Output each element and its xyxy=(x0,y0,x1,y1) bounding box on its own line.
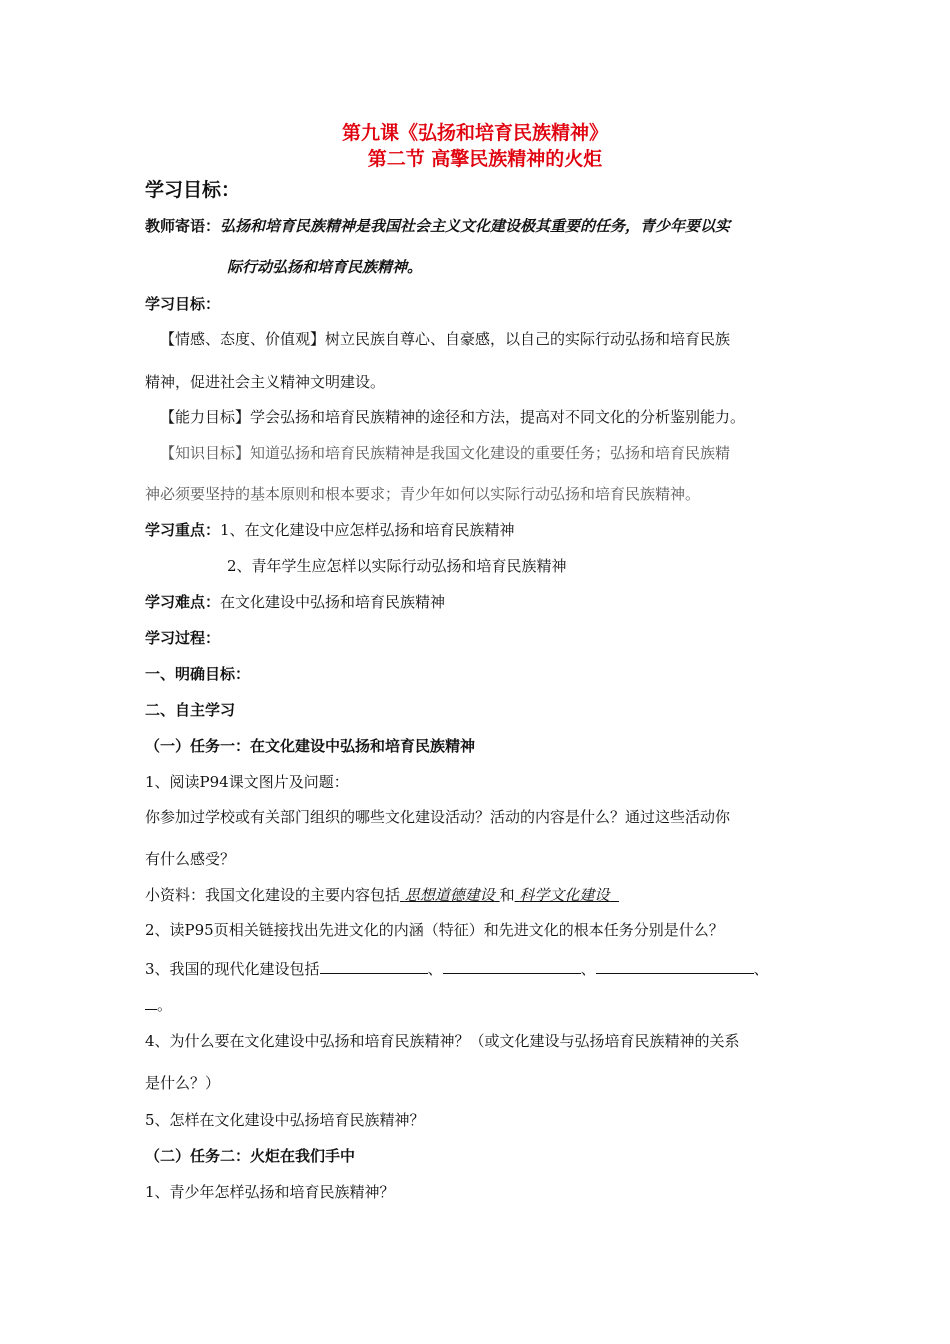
objectives-heading: 学习目标： xyxy=(145,179,241,201)
task1-q1: 1、阅读P94课文图片及问题： xyxy=(145,773,349,791)
key-point-1: 1、在文化建设中应怎样弘扬和培育民族精神 xyxy=(220,521,515,539)
teacher-message-label: 教师寄语： xyxy=(145,217,221,235)
info-answer-2: 科学文化建设 xyxy=(519,886,610,904)
info-answer-1: 思想道德建设 xyxy=(404,886,495,904)
step-2: 二、自主学习 xyxy=(145,701,236,719)
separator: 、 xyxy=(580,960,596,978)
task1-q4: 4、为什么要在文化建设中弘扬和培育民族精神？（或文化建设与弘扬培育民族精神的关系 xyxy=(145,1032,740,1050)
process-heading: 学习过程： xyxy=(145,629,221,647)
task1-heading: （一）任务一：在文化建设中弘扬和培育民族精神 xyxy=(145,737,476,755)
task1-q3-prefix: 3、我国的现代化建设包括 xyxy=(145,960,320,978)
goal-emotion-cont: 精神，促进社会主义精神文明建设。 xyxy=(145,373,386,391)
task1-q1-text-cont: 有什么感受？ xyxy=(145,850,236,868)
difficulty xyxy=(145,592,445,612)
key-points xyxy=(145,520,515,540)
separator: 、 xyxy=(753,960,769,978)
section-title: 第二节 高擎民族精神的火炬 xyxy=(367,148,603,170)
difficulty-label: 学习难点： xyxy=(145,593,221,611)
teacher-message xyxy=(145,216,730,236)
task1-q2: 2、读P95页相关链接找出先进文化的内涵（特征）和先进文化的根本任务分别是什么？ xyxy=(145,921,724,939)
goal-knowledge-cont: 神必须要坚持的基本原则和根本要求；青少年如何以实际行动弘扬和培育民族精神。 xyxy=(145,485,701,503)
fill-blank-3[interactable] xyxy=(596,957,754,974)
fill-blank-4[interactable] xyxy=(145,993,157,1010)
key-points-label: 学习重点： xyxy=(145,521,221,539)
key-point-2: 2、青年学生应怎样以实际行动弘扬和培育民族精神 xyxy=(227,557,567,575)
fill-blank-2[interactable] xyxy=(443,957,581,974)
goal-emotion: 【情感、态度、价值观】树立民族自尊心、自豪感，以自己的实际行动弘扬和培育民族 xyxy=(160,330,731,348)
goal-ability: 【能力目标】学会弘扬和培育民族精神的途径和方法，提高对不同文化的分析鉴别能力。 xyxy=(160,408,746,426)
teacher-message-text: 弘扬和培育民族精神是我国社会主义文化建设极其重要的任务，青少年要以实 xyxy=(220,217,731,235)
task1-q4-cont: 是什么？） xyxy=(145,1074,221,1092)
info-note-prefix: 小资料：我国文化建设的主要内容包括 xyxy=(145,886,401,904)
teacher-message-line2: 际行动弘扬和培育民族精神。 xyxy=(227,258,423,276)
task2-heading: （二）任务二：火炬在我们手中 xyxy=(145,1147,356,1165)
lesson-title: 第九课《弘扬和培育民族精神》 xyxy=(341,122,608,144)
task1-q1-text: 你参加过学校或有关部门组织的哪些文化建设活动？活动的内容是什么？通过这些活动你 xyxy=(145,808,731,826)
task1-q3-end xyxy=(145,993,172,1015)
fill-blank-1[interactable] xyxy=(320,957,428,974)
task1-q3 xyxy=(145,957,769,979)
info-and: 和 xyxy=(499,886,515,904)
goal-knowledge: 【知识目标】知道弘扬和培育民族精神是我国文化建设的重要任务；弘扬和培育民族精 xyxy=(160,444,731,462)
goals-heading: 学习目标： xyxy=(145,295,221,313)
difficulty-text: 在文化建设中弘扬和培育民族精神 xyxy=(220,593,446,611)
task2-q1: 1、青少年怎样弘扬和培育民族精神？ xyxy=(145,1183,395,1201)
step-1: 一、明确目标： xyxy=(145,665,251,683)
separator: 、 xyxy=(427,960,443,978)
info-note xyxy=(145,885,619,905)
period: 。 xyxy=(157,996,173,1014)
task1-q5: 5、怎样在文化建设中弘扬培育民族精神？ xyxy=(145,1111,425,1129)
